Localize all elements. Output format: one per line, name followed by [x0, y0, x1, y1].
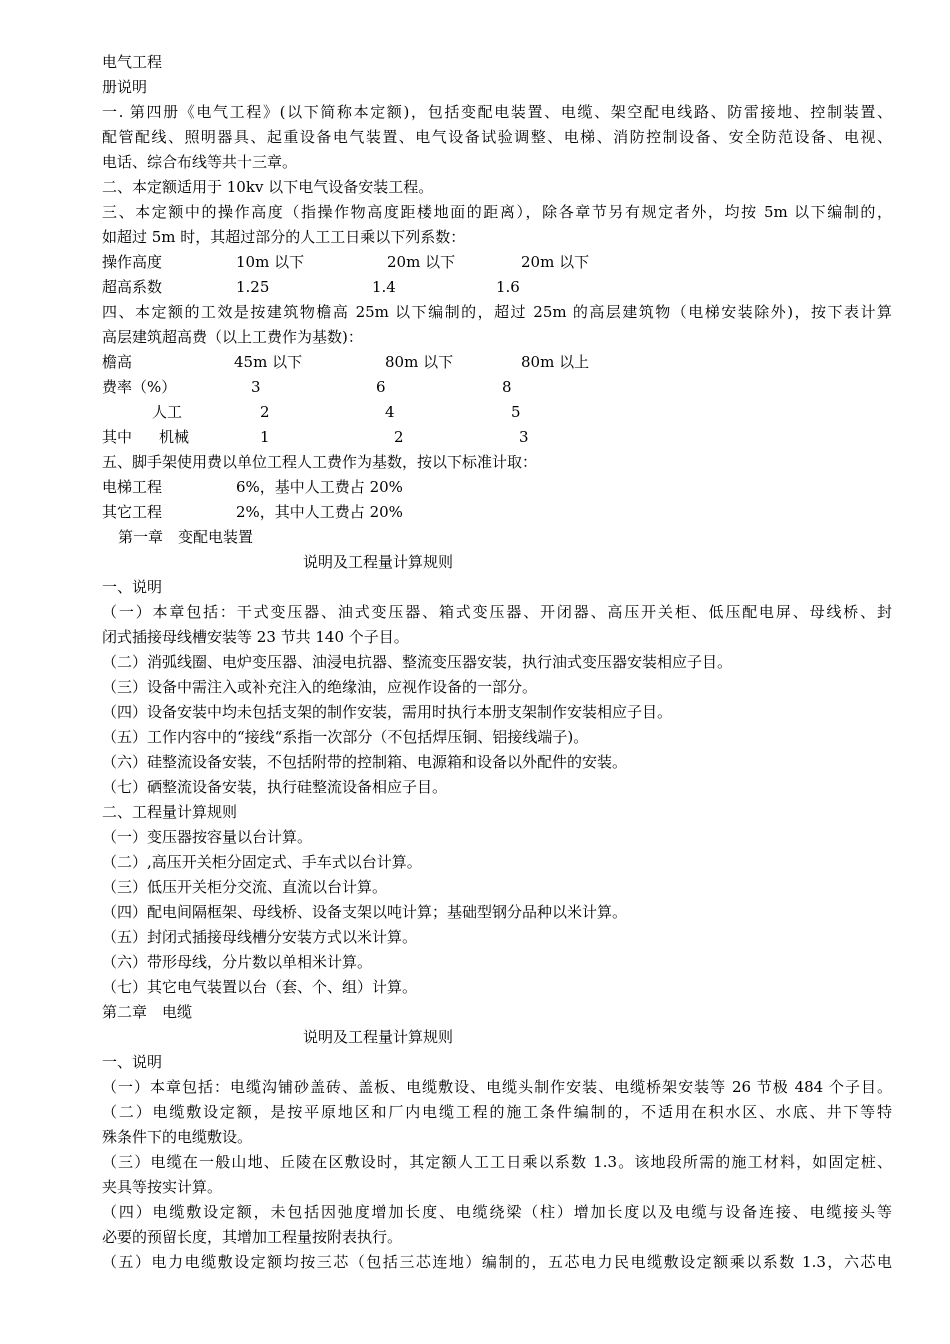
table-cell: 1.25 [236, 278, 270, 296]
paragraph-line: （五）工作内容中的“接线“系指一次部分（不包括焊压铜、铝接线端子)。 [102, 728, 589, 746]
paragraph-line: 夹具等按实计算。 [102, 1178, 223, 1196]
paragraph-line: （三）电缆在一般山地、丘陵在区敷设时，其定额人工工日乘以系数 1.3。该地段所需的施工材料，如固定桩、 [102, 1153, 892, 1171]
paragraph-line: （二）,高压开关柜分固定式、手车式以台计算。 [102, 853, 422, 871]
table-cell: 2 [394, 428, 404, 446]
paragraph-line: （三）设备中需注入或补充注入的绝缘油，应视作设备的一部分。 [102, 678, 538, 696]
paragraph-line: （一）变压器按容量以台计算。 [102, 828, 313, 846]
paragraph-line: 四、本定额的工效是按建筑物檐高 25m 以下编制的，超过 25m 的高层建筑物（电梯安装除外)，按下表计算 [102, 303, 892, 321]
table-cell: 6%，基中人工费占 20% [236, 478, 403, 496]
paragraph-line: （三）低压开关柜分交流、直流以台计算。 [102, 878, 388, 896]
paragraph-line: 电话、综合布线等共十三章。 [102, 153, 298, 171]
table-cell: 1 [260, 428, 270, 446]
section-subtitle: 说明及工程量计算规则 [303, 553, 454, 571]
paragraph-line: （一）本章包括：电缆沟铺砂盖砖、盖板、电缆敷设、电缆头制作安装、电缆桥架安装等 26 节极 484 个子目。 [102, 1078, 892, 1096]
doc-title: 电气工程 [102, 53, 163, 71]
paragraph-line: 五、脚手架使用费以单位工程人工费作为基数，按以下标准计取： [102, 453, 538, 471]
chapter-heading: 第一章 变配电装置 [118, 528, 254, 546]
table-cell: 80m 以下 [385, 353, 454, 371]
table-cell: 1.4 [372, 278, 396, 296]
paragraph-line: （四）电缆敷设定额，未包括因弛度增加长度、电缆绕梁（柱）增加长度以及电缆与设备连接、电缆接头等 [102, 1203, 892, 1221]
table-cell: 20m 以下 [521, 253, 590, 271]
table-cell: 3 [519, 428, 529, 446]
paragraph-line: 殊条件下的电缆敷设。 [102, 1128, 253, 1146]
table-cell: 机械 [159, 428, 190, 446]
paragraph-line: （四）配电间隔框架、母线桥、设备支架以吨计算；基础型钢分品种以米计算。 [102, 903, 628, 921]
table-cell: 操作高度 [102, 253, 163, 271]
table-cell: 10m 以下 [236, 253, 305, 271]
paragraph-line: 闭式插接母线槽安装等 23 节共 140 个子目。 [102, 628, 409, 646]
table-cell: 超高系数 [102, 278, 163, 296]
table-cell: 1.6 [496, 278, 520, 296]
section-heading: 二、工程量计算规则 [102, 803, 238, 821]
paragraph-line: （六）硅整流设备安装，不包括附带的控制箱、电源箱和设备以外配件的安装。 [102, 753, 628, 771]
chapter-heading: 第二章 电缆 [102, 1003, 193, 1021]
table-cell: 费率（%） [102, 378, 177, 396]
table-cell: 6 [376, 378, 386, 396]
section-heading: 一、说明 [102, 578, 163, 596]
table-cell: 电梯工程 [102, 478, 163, 496]
section-heading: 册说明 [102, 78, 148, 96]
table-cell: 20m 以下 [387, 253, 456, 271]
paragraph-line: （二）电缆敷设定额，是按平原地区和厂内电缆工程的施工条件编制的，不适用在积水区、水底、井下等特 [102, 1103, 892, 1121]
table-cell: 其中 [102, 428, 133, 446]
paragraph-line: （二）消弧线圈、电炉变压器、油浸电抗器、整流变压器安装，执行油式变压器安装相应子目。 [102, 653, 733, 671]
paragraph-line: （七）其它电气装置以台（套、个、组）计算。 [102, 978, 418, 996]
table-cell: 45m 以下 [234, 353, 303, 371]
paragraph-line: （四）设备安装中均未包括支架的制作安装，需用时执行本册支架制作安装相应子目。 [102, 703, 673, 721]
paragraph-line: 必要的预留长度，其增加工程量按附表执行。 [102, 1228, 403, 1246]
section-subtitle: 说明及工程量计算规则 [303, 1028, 454, 1046]
paragraph-line: 高层建筑超高费（以上工费作为基数)： [102, 328, 363, 346]
paragraph-line: （五）电力电缆敷设定额均按三芯（包括三芯连地）编制的，五芯电力民电缆敷设定额乘以系数 1.3，六芯电 [102, 1253, 892, 1271]
paragraph-line: 配管配线、照明器具、起重设备电气装置、电气设备试验调整、电梯、消防控制设备、安全防范设备、电视、 [102, 128, 892, 146]
table-cell: 人工 [152, 403, 183, 421]
table-cell: 2%，其中人工费占 20% [236, 503, 403, 521]
table-cell: 8 [502, 378, 512, 396]
paragraph-line: （五）封闭式插接母线槽分安装方式以米计算。 [102, 928, 418, 946]
paragraph-line: （七）硒整流设备安装，执行硅整流设备相应子目。 [102, 778, 448, 796]
paragraph-line: （六）带形母线，分片数以单相米计算。 [102, 953, 373, 971]
paragraph-line: 一. 第四册《电气工程》(以下简称本定额)，包括变配电装置、电缆、架空配电线路、防雷接地、控制装置、 [102, 103, 892, 121]
paragraph-line: 三、本定额中的操作高度（指操作物高度距楼地面的距离），除各章节另有规定者外，均按 5m 以下编制的， [102, 203, 892, 221]
table-cell: 4 [385, 403, 395, 421]
paragraph-line: 二、本定额适用于 10kv 以下电气设备安装工程。 [102, 178, 434, 196]
paragraph-line: （一）本章包括：干式变压器、油式变压器、箱式变压器、开闭器、高压开关柜、低压配电屏、母线桥、封 [102, 603, 892, 621]
section-heading: 一、说明 [102, 1053, 163, 1071]
table-cell: 2 [260, 403, 270, 421]
table-cell: 其它工程 [102, 503, 163, 521]
table-cell: 檐高 [102, 353, 133, 371]
table-cell: 80m 以上 [521, 353, 590, 371]
table-cell: 3 [251, 378, 261, 396]
paragraph-line: 如超过 5m 时，其超过部分的人工工日乘以下列系数： [102, 228, 466, 246]
table-cell: 5 [511, 403, 521, 421]
